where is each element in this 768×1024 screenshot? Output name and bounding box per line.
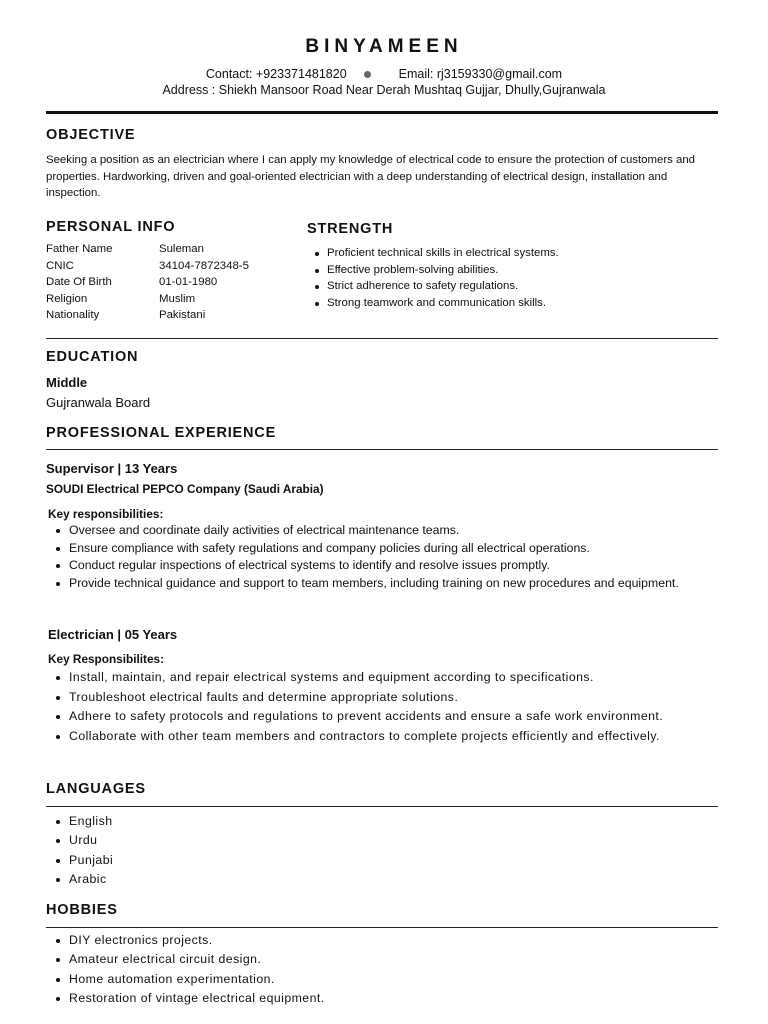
list-item: Effective problem-solving abilities.	[307, 262, 559, 279]
responsibilities-list	[48, 522, 728, 592]
personal-info-heading: PERSONAL INFO	[46, 219, 176, 235]
objective-text: Seeking a position as an electrician where I can apply my knowledge of electrical code to ensure the protection of customers and properties. Hardworking, driven and goal-oriented electrician with a deep understanding of electrical design, installation and inspection.	[46, 154, 695, 199]
list-item: Adhere to safety protocols and regulations to prevent accidents and ensure a safe work environment.	[48, 707, 728, 727]
header-divider	[46, 111, 718, 114]
personal-info-value: 34104-7872348-5	[159, 259, 249, 272]
job-company: SOUDI Electrical PEPCO Company (Saudi Arabia)	[46, 482, 324, 496]
personal-info-label: Date Of Birth	[46, 276, 112, 288]
strength-heading: STRENGTH	[307, 221, 394, 237]
education-level: Middle	[46, 375, 88, 390]
separator-dot-icon	[364, 71, 371, 78]
responsibilities-heading: Key responsibilities:	[48, 507, 164, 521]
responsibilities-heading: Key Responsibilites:	[48, 652, 165, 666]
personal-info-value: 01-01-1980	[159, 276, 218, 288]
education-board: Gujranwala Board	[46, 395, 151, 410]
list-item: Conduct regular inspections of electrical systems to identify and resolve issues promptly.	[48, 557, 728, 575]
experience-heading: PROFESSIONAL EXPERIENCE	[46, 425, 277, 441]
list-item: Troubleshoot electrical faults and determine appropriate solutions.	[48, 688, 728, 708]
personal-info-label: Religion	[46, 292, 88, 305]
job-title: Supervisor | 13 Years	[46, 461, 178, 476]
objective-heading: OBJECTIVE	[46, 127, 136, 143]
contact-phone: Contact: +923371481820	[205, 67, 347, 81]
list-item: Restoration of vintage electrical equipment.	[48, 989, 728, 1008]
list-item: DIY electronics projects.	[48, 931, 728, 950]
list-item: English	[48, 812, 728, 831]
list-item: Arabic	[48, 870, 728, 889]
education-heading: EDUCATION	[46, 349, 139, 365]
list-item: Proficient technical skills in electrical systems.	[307, 245, 559, 262]
section-divider	[46, 927, 718, 928]
list-item: Install, maintain, and repair electrical systems and equipment according to specifications.	[48, 668, 728, 688]
list-item: Amateur electrical circuit design.	[48, 950, 728, 969]
personal-info-label: Father Name	[46, 243, 113, 255]
list-item: Strong teamwork and communication skills.	[307, 295, 559, 312]
contact-line	[0, 67, 768, 81]
section-divider	[46, 338, 718, 339]
contact-email: Email: rj3159330@gmail.com	[398, 67, 563, 81]
section-divider	[46, 806, 718, 807]
section-divider	[46, 449, 718, 450]
personal-info-label: Nationality	[46, 309, 100, 321]
list-item: Oversee and coordinate daily activities of electrical maintenance teams.	[48, 522, 728, 540]
job-title: Electrician | 05 Years	[48, 627, 178, 642]
list-item: Strict adherence to safety regulations.	[307, 278, 559, 295]
hobbies-list	[48, 931, 728, 1008]
list-item: Urdu	[48, 831, 728, 850]
languages-heading: LANGUAGES	[46, 781, 146, 797]
candidate-name: BINYAMEEN	[305, 36, 463, 57]
personal-info-label: CNIC	[46, 259, 74, 272]
list-item: Home automation experimentation.	[48, 970, 728, 989]
languages-list	[48, 812, 728, 889]
personal-info-value: Pakistani	[159, 309, 206, 321]
responsibilities-list	[48, 668, 728, 746]
hobbies-heading: HOBBIES	[46, 902, 118, 918]
strength-list	[307, 245, 559, 311]
personal-info-value: Muslim	[159, 292, 196, 305]
contact-address: Address : Shiekh Mansoor Road Near Derah Mushtaq Gujjar, Dhully,Gujranwala	[162, 83, 606, 97]
list-item: Punjabi	[48, 851, 728, 870]
list-item: Ensure compliance with safety regulations and company policies during all electrical operations.	[48, 540, 728, 558]
list-item: Provide technical guidance and support to team members, including training on new procedures and equipment.	[48, 575, 679, 593]
personal-info-value: Suleman	[159, 243, 204, 255]
list-item: Collaborate with other team members and contractors to complete projects efficiently and effectively.	[48, 727, 679, 747]
